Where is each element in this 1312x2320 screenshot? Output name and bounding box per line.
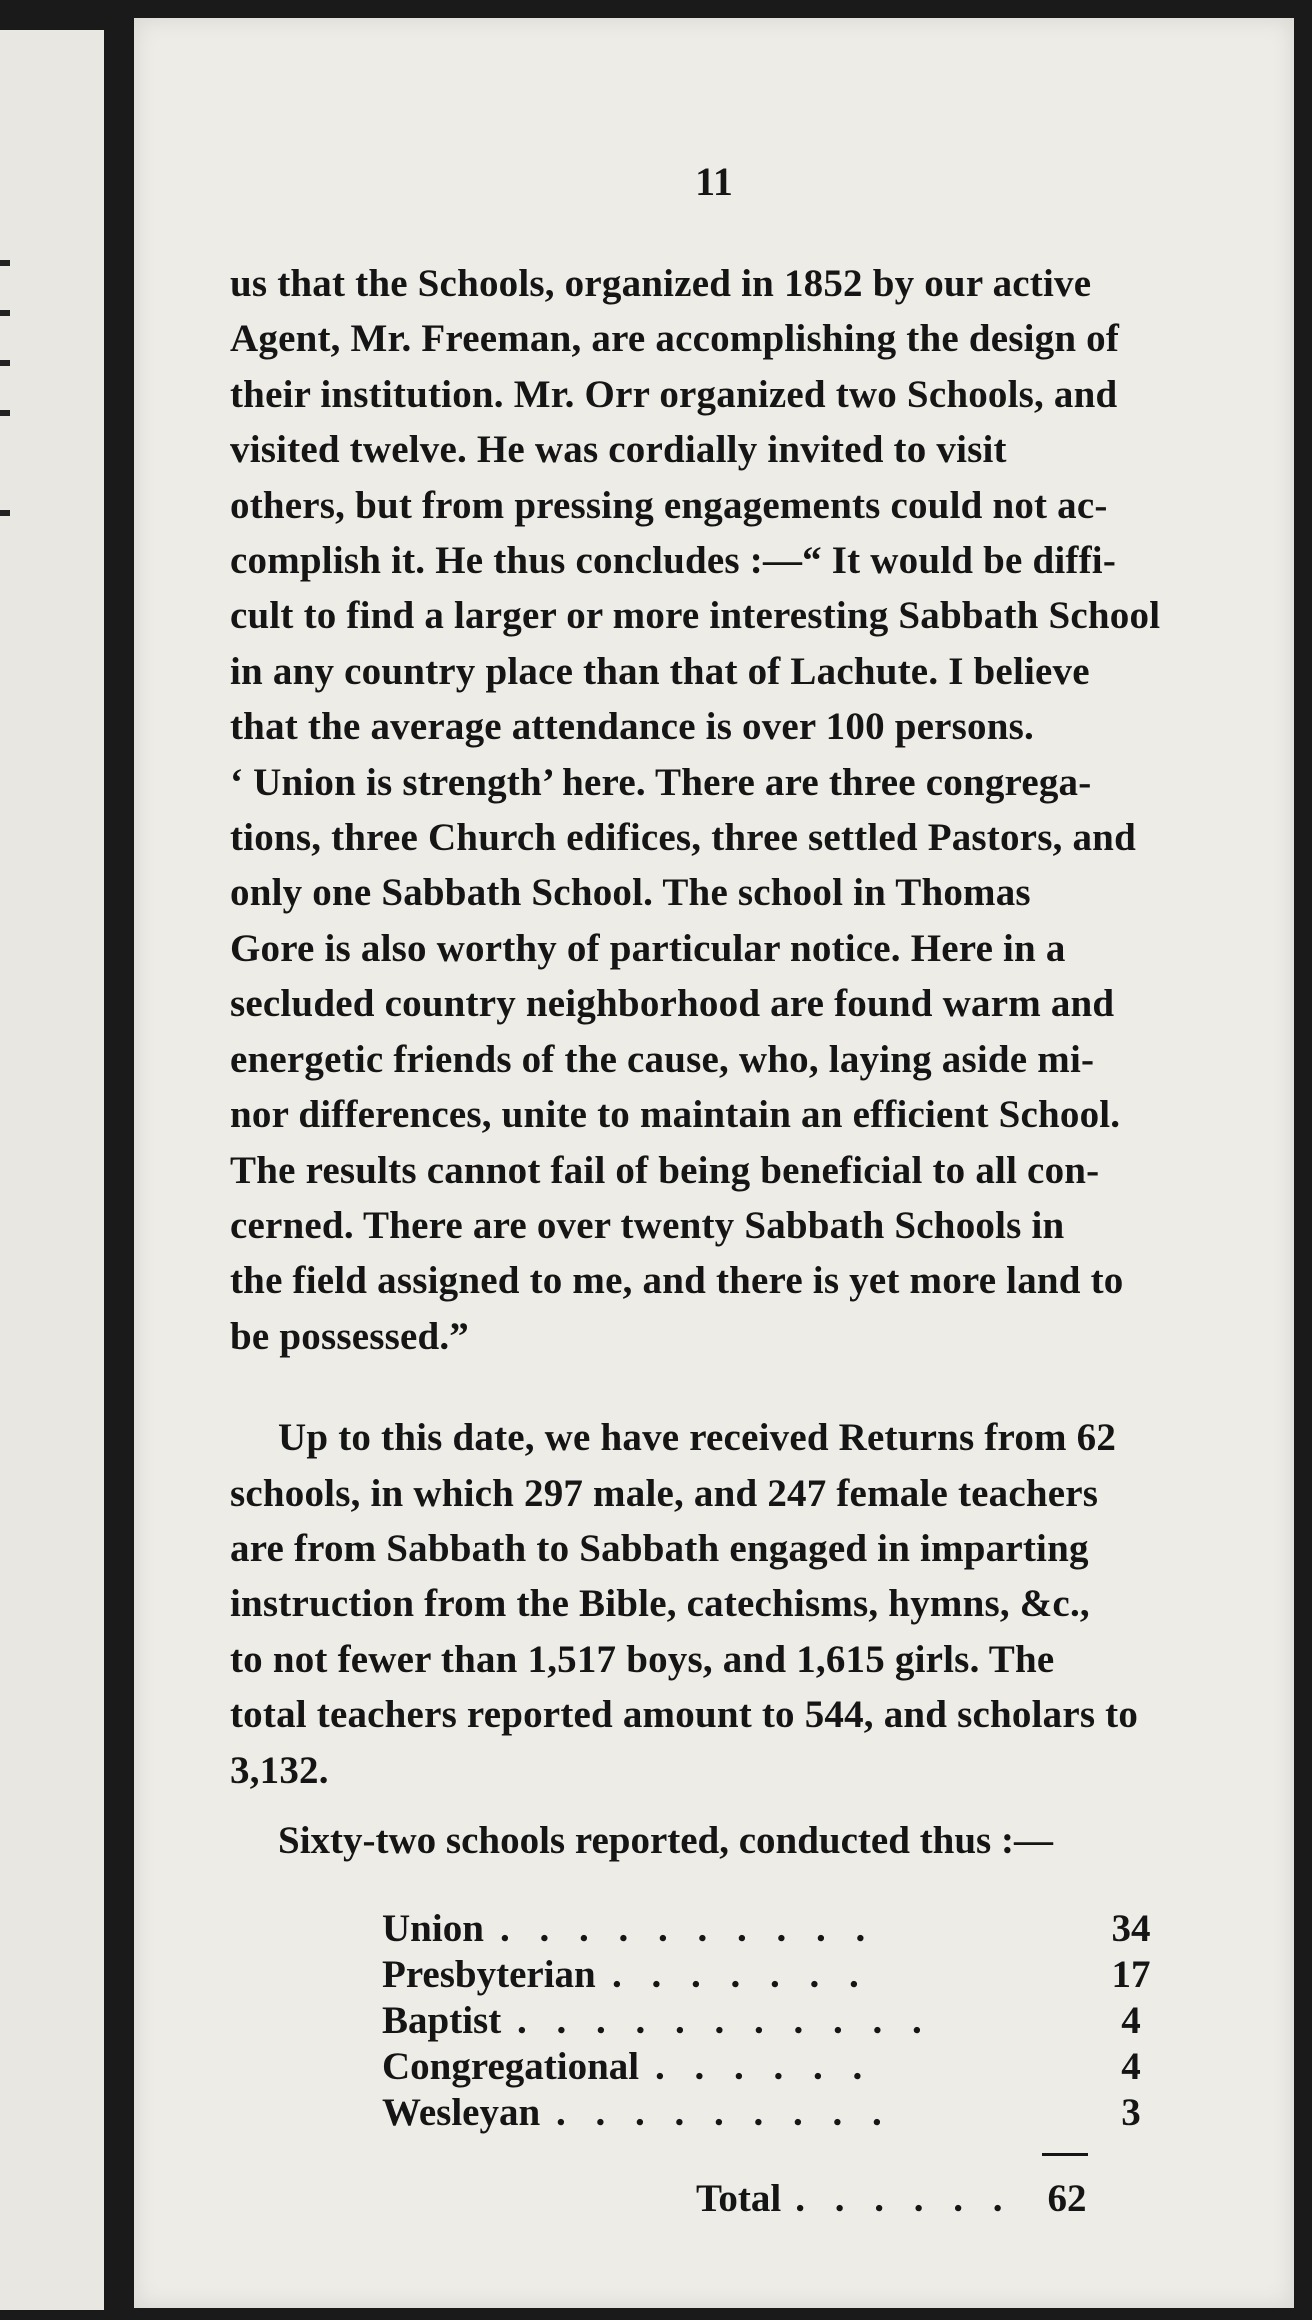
text-line: tions, three Church edifices, three settled Pastors, and xyxy=(230,816,1136,860)
text-line: us that the Schools, organized in 1852 by our active xyxy=(230,262,1092,305)
summary-line: Sixty-two schools reported, conducted thus :— xyxy=(278,1819,1053,1862)
denomination-row xyxy=(382,2090,1242,2136)
text-line: cerned. There are over twenty Sabbath Schools in xyxy=(230,1203,1065,1247)
text-line: nor differences, unite to maintain an efficient School. xyxy=(230,1093,1121,1137)
paragraph xyxy=(230,256,1220,1364)
total-row xyxy=(696,2176,1256,2221)
denomination-name: Presbyterian xyxy=(382,1953,596,1996)
facing-page-mark xyxy=(0,310,10,316)
text-line: instruction from the Bible, catechisms, hymns, &c., xyxy=(230,1582,1090,1626)
total-leader-dots: . . . . . . xyxy=(795,2177,1013,2220)
book-page xyxy=(134,18,1294,2308)
text-line: Gore is also worthy of particular notice. Here in a xyxy=(230,926,1066,970)
leader-dots: . . . . . . . . . . xyxy=(500,1907,876,1950)
facing-page-mark xyxy=(0,410,10,416)
facing-page-mark xyxy=(0,260,10,266)
text-line: energetic friends of the cause, who, laying aside mi- xyxy=(230,1037,1095,1081)
text-line: in any country place than that of Lachute. I believe xyxy=(230,649,1090,693)
paragraphs-container xyxy=(230,256,1220,1798)
facing-page-edge xyxy=(0,30,104,2310)
paragraph xyxy=(230,1410,1220,1798)
denomination-row xyxy=(382,1906,1242,1952)
denomination-row xyxy=(382,1998,1242,2044)
denominations-table xyxy=(382,1906,1242,2136)
facing-page-mark xyxy=(0,360,10,366)
denomination-row xyxy=(382,2044,1242,2090)
text-line: ‘ Union is strength’ here. There are three congrega- xyxy=(230,760,1092,804)
text-line: visited twelve. He was cordially invited to visit xyxy=(230,428,1007,472)
denomination-count: 4 xyxy=(1121,1999,1141,2042)
text-line: the field assigned to me, and there is yet more land to xyxy=(230,1259,1124,1303)
text-line: complish it. He thus concludes :—“ It would be diffi- xyxy=(230,539,1117,583)
denomination-name: Union xyxy=(382,1907,484,1950)
text-line: Agent, Mr. Freeman, are accomplishing the design of xyxy=(230,317,1120,361)
leader-dots: . . . . . . . . . xyxy=(556,2091,892,2134)
total-count: 62 xyxy=(1047,2177,1087,2220)
text-line: schools, in which 297 male, and 247 female teachers xyxy=(230,1471,1099,1515)
denomination-count: 4 xyxy=(1121,2045,1141,2088)
facing-page-mark xyxy=(0,510,10,516)
text-line: The results cannot fail of being beneficial to all con- xyxy=(230,1148,1100,1192)
text-line: their institution. Mr. Orr organized two Schools, and xyxy=(230,372,1118,416)
denomination-name: Baptist xyxy=(382,1999,502,2042)
body-text xyxy=(230,256,1220,1798)
denomination-count: 3 xyxy=(1121,2091,1141,2134)
leader-dots: . . . . . . . . . . . xyxy=(517,1999,932,2042)
text-line: only one Sabbath School. The school in Thomas xyxy=(230,871,1031,915)
denomination-count: 34 xyxy=(1111,1907,1151,1950)
text-line: others, but from pressing engagements could not ac- xyxy=(230,483,1108,527)
text-line: Up to this date, we have received Returns from 62 xyxy=(278,1416,1117,1460)
text-line: to not fewer than 1,517 boys, and 1,615 girls. The xyxy=(230,1637,1055,1681)
text-line: cult to find a larger or more interesting Sabbath School xyxy=(230,594,1161,638)
text-line: are from Sabbath to Sabbath engaged in imparting xyxy=(230,1526,1089,1570)
page-number: 11 xyxy=(695,159,733,204)
text-line: 3,132. xyxy=(230,1748,329,1792)
text-line: that the average attendance is over 100 persons. xyxy=(230,705,1034,749)
sum-rule xyxy=(1042,2153,1088,2156)
total-label: Total xyxy=(696,2177,782,2220)
denomination-count: 17 xyxy=(1111,1953,1151,1996)
text-line: total teachers reported amount to 544, and scholars to xyxy=(230,1693,1139,1737)
leader-dots: . . . . . . . xyxy=(612,1953,869,1996)
paragraph-gap xyxy=(230,1364,1220,1410)
text-line: be possessed.” xyxy=(230,1314,470,1358)
denomination-name: Congregational xyxy=(382,2045,640,2088)
denomination-row xyxy=(382,1952,1242,1998)
denomination-name: Wesleyan xyxy=(382,2091,541,2134)
leader-dots: . . . . . . xyxy=(655,2045,873,2088)
text-line: secluded country neighborhood are found warm and xyxy=(230,982,1115,1026)
